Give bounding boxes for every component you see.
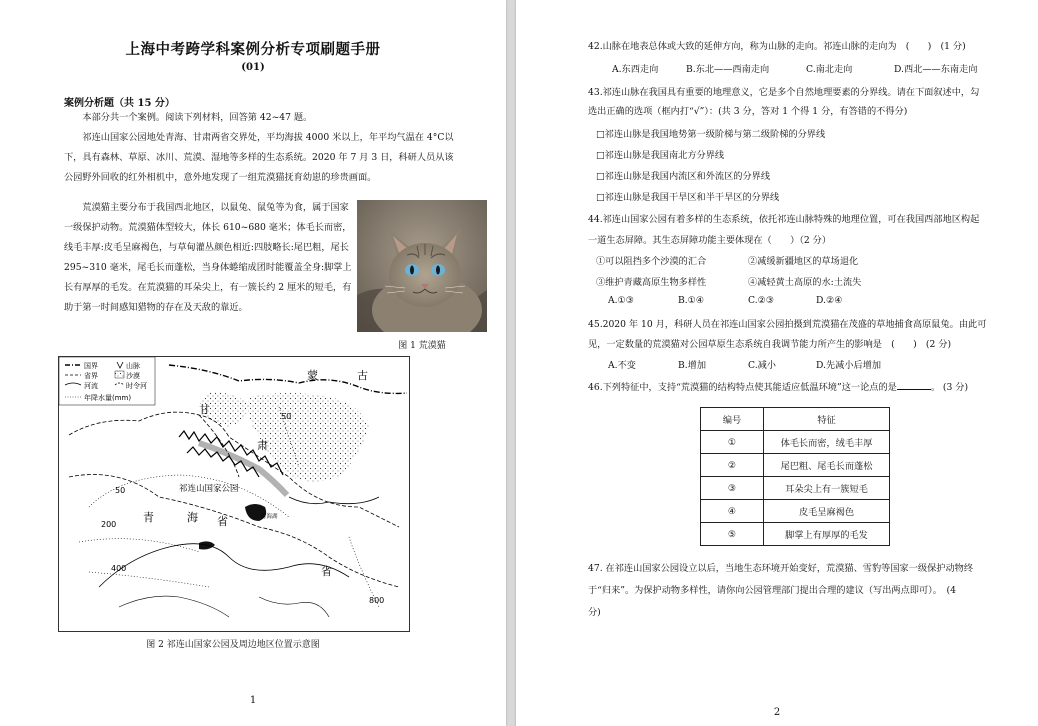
table-cell-feature: 尾巴粗、尾毛长而蓬松	[764, 454, 890, 477]
q44-stem-2: 一道生态屏障。其生态屏障功能主要体现在（ ）（2 分）	[588, 235, 832, 246]
legend-mountain: 山脉	[126, 362, 140, 370]
desert-area-east	[248, 393, 369, 482]
q46-stem	[588, 379, 968, 393]
q46-feature-table	[700, 407, 890, 546]
table-row	[701, 431, 890, 454]
table-cell-number: ②	[701, 454, 764, 477]
q44-item-4: ④减轻黄土高原的水:土流失	[748, 277, 862, 288]
legend-seasonal-river: 时令河	[126, 382, 147, 390]
q46-answer-blank[interactable]	[897, 380, 931, 390]
national-border	[169, 365, 407, 393]
table-cell-feature: 体毛长而密，绒毛丰厚	[764, 431, 890, 454]
q44-item-1: ①可以阻挡多个沙漠的汇合	[596, 256, 707, 267]
q45-option-d: D.先减小后增加	[816, 360, 882, 371]
cat-description	[64, 198, 352, 318]
desert-cat-photo	[357, 200, 487, 332]
isoline-label-400: 400	[111, 564, 127, 573]
cat-paragraph: 荒漠猫主要分布于我国西北地区，以鼠兔、鼠兔等为食，属于国家一级保护动物。荒漠猫体型较大，体长 610~680 毫米；体毛长而密，线毛丰厚:皮毛呈麻褐色，与草甸灌丛颜色相近:四肢略长:尾巴粗，尾长 295~310 毫米，尾毛长而蓬松，当身体蜷缩成团时能覆盖全身:脚掌上长有厚厚的毛发。在荒漠猫的耳朵尖上，有一簇长约 2 厘米的短毛，有助于第一时间感知猎物的存在及天敌的靠近。	[64, 202, 352, 313]
q45-option-a: A.不变	[608, 360, 636, 371]
intro-paragraph-1: 本部分共一个案例。阅读下列材料，回答第 42~47 题。	[82, 112, 313, 123]
q45-stem-2: 见，一定数量的荒漠猫对公园草原生态系统自我调节能力所产生的影响是 ( ) (2 分)	[588, 339, 952, 350]
table-header-row	[701, 408, 890, 431]
q42-option-a: A.东西走向	[612, 64, 659, 75]
map-label-sheng-east: 省	[321, 565, 332, 578]
map-label-su: 肃	[257, 439, 268, 452]
q43-choice-1[interactable]: □祁连山脉是我国地势第一级阶梯与第二级阶梯的分界线	[596, 129, 826, 140]
table-cell-feature: 脚掌上有厚厚的毛发	[764, 523, 890, 546]
map-label-qinghai-lake: 青海湖	[261, 514, 278, 520]
legend-precipitation: 年降水量(mm)	[84, 394, 132, 402]
q42-option-d: D.西北——东南走向	[894, 64, 978, 75]
table-row	[701, 500, 890, 523]
table-row	[701, 523, 890, 546]
legend-desert: 沙漠	[126, 372, 140, 380]
river-main	[99, 544, 349, 587]
isoline-label-50-north: 50	[281, 412, 292, 421]
q45-option-c: C.减小	[748, 360, 776, 371]
section-title: 案例分析题（共 15 分）	[64, 98, 175, 109]
map-illustration	[59, 357, 409, 631]
document-subtitle: (01)	[241, 62, 265, 73]
table-row	[701, 477, 890, 500]
cat-illustration	[357, 200, 487, 332]
q44-item-3: ③维护青藏高原生物多样性	[596, 277, 707, 288]
q45-stem-1: 45.2020 年 10 月，科研人员在祁连山国家公园拍摄到荒漠猫在茂盛的草地捕食高原鼠兔。由此可	[588, 319, 987, 330]
map-label-sheng: 省	[217, 515, 228, 528]
page-number-1: 1	[249, 695, 257, 706]
q46-stem-before: 46.下列特征中，支持“荒漠猫的结构特点使其能适应低温环境”这一论点的是	[588, 382, 897, 393]
map-label-national-park: 祁连山国家公园	[179, 484, 239, 494]
table-header-feature: 特征	[764, 408, 890, 431]
q44-option-d: D.②④	[816, 295, 843, 306]
q42-option-b: B.东北——西南走向	[686, 64, 770, 75]
q47-line-1: 47. 在祁连山国家公园设立以后，当地生态环境开始变好，荒漠猫、雪豹等国家一级保护动物终	[588, 563, 974, 574]
isoline-label-50-west: 50	[115, 486, 126, 495]
map-label-hai: 海	[187, 511, 198, 524]
isoline-label-800: 800	[369, 596, 385, 605]
page-2	[516, 0, 1038, 726]
intro-paragraph-2: 祁连山国家公园地处青海、甘肃两省交界处，平均海拔 4000 米以上，年平均气温在 4°C以下，具有森林、草原、冰川、荒漠、湿地等多样的生态系统。2020 年 7 月 3 日，科研人员从该公园野外回收的红外相机中，意外地发现了一组荒漠猫抚育幼崽的珍贵画面。	[64, 132, 454, 183]
q43-choice-4[interactable]: □祁连山脉是我国干旱区和半干旱区的分界线	[596, 192, 780, 203]
q44-option-a: A.①③	[608, 295, 635, 306]
q47-line-3: 分)	[588, 607, 601, 618]
qilian-map	[58, 356, 410, 632]
table-row	[701, 454, 890, 477]
q43-stem-1: 43.祁连山脉在我国具有重要的地理意义，它是多个自然地理要素的分界线。请在下面叙述中，勾	[588, 87, 980, 98]
q44-stem-1: 44.祁连山国家公园有着多样的生态系统，依托祁连山脉特殊的地理位置，可在我国西部地区构起	[588, 214, 980, 225]
q43-choice-3[interactable]: □祁连山脉是我国内流区和外流区的分界线	[596, 171, 771, 182]
legend-province-border: 省界	[84, 372, 98, 380]
q42-stem: 42.山脉在地表总体或大致的延伸方向，称为山脉的走向。祁连山脉的走向为 ( ) (1 分)	[588, 41, 966, 52]
legend-river: 河流	[84, 382, 98, 390]
q44-option-b: B.①④	[678, 295, 705, 306]
intro-text	[64, 108, 458, 188]
table-cell-number: ①	[701, 431, 764, 454]
q44-option-c: C.②③	[748, 295, 775, 306]
q45-option-b: B.增加	[678, 360, 707, 371]
isoline-label-200: 200	[101, 520, 117, 529]
document-title: 上海中考跨学科案例分析专项刷题手册	[125, 41, 381, 58]
map-label-qing: 青	[143, 511, 154, 524]
table-header-number: 编号	[701, 408, 764, 431]
legend-national-border: 国界	[84, 362, 98, 370]
q44-item-2: ②减缓新疆地区的草场退化	[748, 256, 859, 267]
q43-choice-2[interactable]: □祁连山脉是我国南北方分界线	[596, 150, 725, 161]
table-cell-number: ⑤	[701, 523, 764, 546]
q46-stem-after: 。 (3 分)	[930, 382, 969, 393]
map-label-gan: 甘	[199, 403, 210, 416]
page-1	[0, 0, 506, 726]
map-label-gu: 古	[357, 369, 368, 382]
figure-1-caption: 图 1 荒漠猫	[398, 341, 446, 351]
map-label-meng: 蒙	[307, 369, 318, 382]
table-cell-feature: 耳朵尖上有一簇短毛	[764, 477, 890, 500]
table-cell-number: ③	[701, 477, 764, 500]
table-cell-number: ④	[701, 500, 764, 523]
q43-stem-2: 选出正确的选项（框内打“√”）：(共 3 分，答对 1 个得 1 分，有答错的不得分)	[588, 106, 908, 117]
q47-line-2: 于“归来”。为保护动物多样性，请你向公园管理部门提出合理的建议（写出两点即可）。 (4	[588, 585, 956, 596]
page-number-2: 2	[773, 707, 781, 718]
figure-2-caption: 图 2 祁连山国家公园及周边地区位置示意图	[146, 640, 320, 650]
q42-option-c: C.南北走向	[806, 64, 853, 75]
table-cell-feature: 皮毛呈麻褐色	[764, 500, 890, 523]
